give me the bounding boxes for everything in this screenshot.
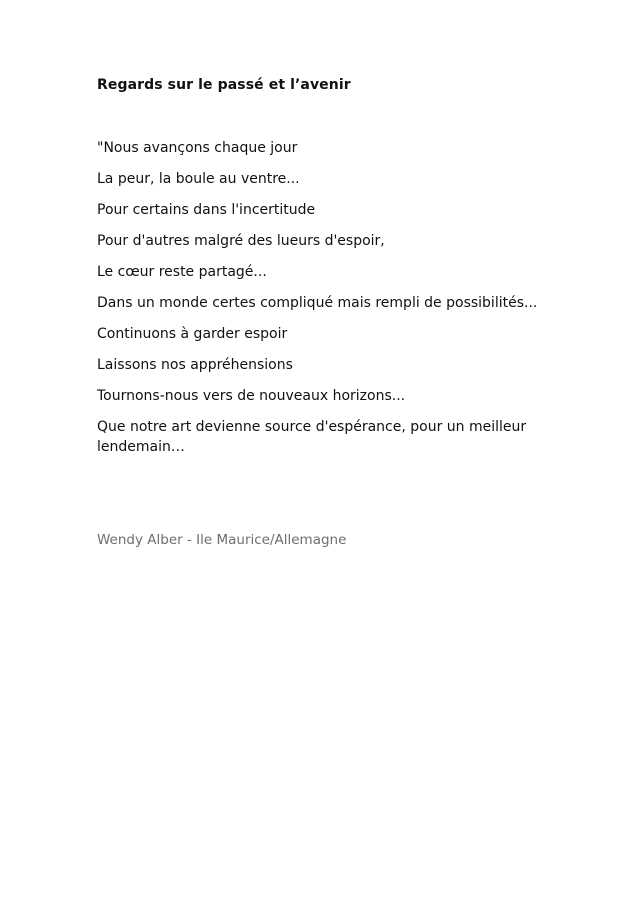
- poem-line: Pour d'autres malgré des lueurs d'espoir,: [97, 233, 385, 249]
- author-signature: Wendy Alber - Ile Maurice/Allemagne: [97, 532, 347, 548]
- poem-line: Tournons-nous vers de nouveaux horizons...: [97, 388, 406, 404]
- poem-line: "Nous avançons chaque jour: [97, 140, 298, 156]
- poem-line: Pour certains dans l'incertitude: [97, 202, 316, 218]
- poem-title: Regards sur le passé et l’avenir: [97, 77, 351, 93]
- poem-line: Dans un monde certes compliqué mais rempli de possibilités...: [97, 295, 538, 311]
- poem-line: Que notre art devienne source d'espérance, pour un meilleur lendemain…: [97, 419, 527, 455]
- poem-line: La peur, la boule au ventre...: [97, 171, 300, 187]
- poem-line: Le cœur reste partagé...: [97, 264, 267, 280]
- poem-line: Laissons nos appréhensions: [97, 357, 293, 373]
- poem-line: Continuons à garder espoir: [97, 326, 288, 342]
- poem-body: [97, 138, 547, 468]
